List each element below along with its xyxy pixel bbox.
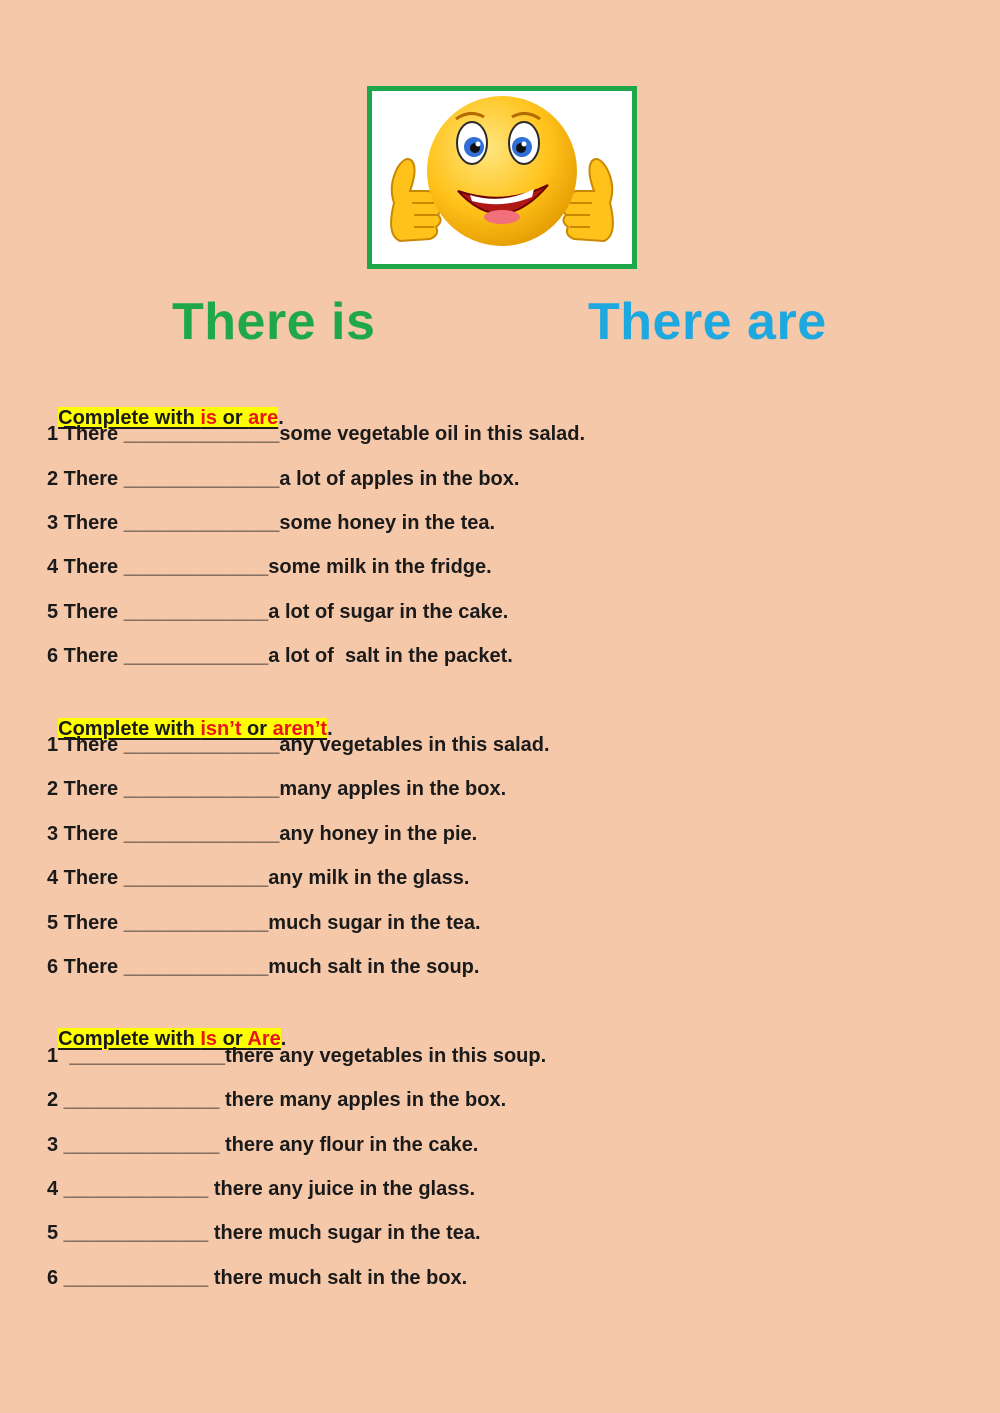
heading-keyword: Is	[200, 1028, 218, 1050]
exercise-sentence[interactable]: 5 _____________ there much sugar in the tea.	[47, 1222, 481, 1244]
exercise-sentence[interactable]: 1 ______________there any vegetables in this soup.	[47, 1045, 547, 1067]
heading-or: or	[241, 718, 273, 740]
exercise-sentence[interactable]: 5 There _____________much sugar in the tea.	[47, 912, 481, 934]
exercise-sentence[interactable]: 2 There ______________a lot of apples in the box.	[47, 468, 520, 490]
exercise-sentence[interactable]: 5 There _____________a lot of sugar in the cake.	[47, 601, 509, 623]
smiley-picture-frame	[367, 86, 637, 269]
exercise-sentence[interactable]: 3 There ______________any honey in the pie.	[47, 823, 478, 845]
exercise-sentence[interactable]: 1 There ______________any vegetables in this salad.	[47, 734, 550, 756]
heading-keyword: aren’t	[272, 718, 328, 740]
exercise-sentence[interactable]: 3 ______________ there any flour in the cake.	[47, 1134, 479, 1156]
heading-or: or	[217, 407, 249, 429]
exercise-sentence[interactable]: 3 There ______________some honey in the tea.	[47, 512, 496, 534]
title-there-are: There are	[588, 293, 827, 351]
heading-keyword: isn’t	[200, 718, 242, 740]
heading-period: .	[278, 407, 284, 429]
heading-keyword: are	[248, 407, 279, 429]
exercise-sentence[interactable]: 2 There ______________many apples in the box.	[47, 778, 507, 800]
exercise-sentence[interactable]: 6 There _____________a lot of salt in the packet.	[47, 645, 513, 667]
heading-period: .	[327, 718, 333, 740]
exercise-sentence[interactable]: 4 _____________ there any juice in the glass.	[47, 1178, 476, 1200]
heading-keyword: is	[200, 407, 218, 429]
heading-prefix: Complete with	[58, 718, 201, 740]
exercise-sentence[interactable]: 2 ______________ there many apples in the box.	[47, 1089, 507, 1111]
thumbs-up-smiley-icon	[372, 91, 632, 264]
exercise-sentence[interactable]: 1 There ______________some vegetable oil in this salad.	[47, 423, 586, 445]
title-there-is: There is	[172, 293, 376, 351]
exercise-sentence[interactable]: 4 There _____________any milk in the glass.	[47, 867, 470, 889]
heading-or: or	[217, 1028, 248, 1050]
heading-prefix: Complete with	[58, 407, 201, 429]
exercise-sentence[interactable]: 4 There _____________some milk in the fridge.	[47, 556, 492, 578]
heading-period: .	[280, 1028, 287, 1050]
heading-keyword: Are	[247, 1028, 281, 1050]
heading-prefix: Complete with	[58, 1028, 201, 1050]
exercise-sentence[interactable]: 6 _____________ there much salt in the box.	[47, 1267, 468, 1289]
exercise-sentence[interactable]: 6 There _____________much salt in the soup.	[47, 956, 480, 978]
smiley-face-icon	[427, 96, 577, 246]
